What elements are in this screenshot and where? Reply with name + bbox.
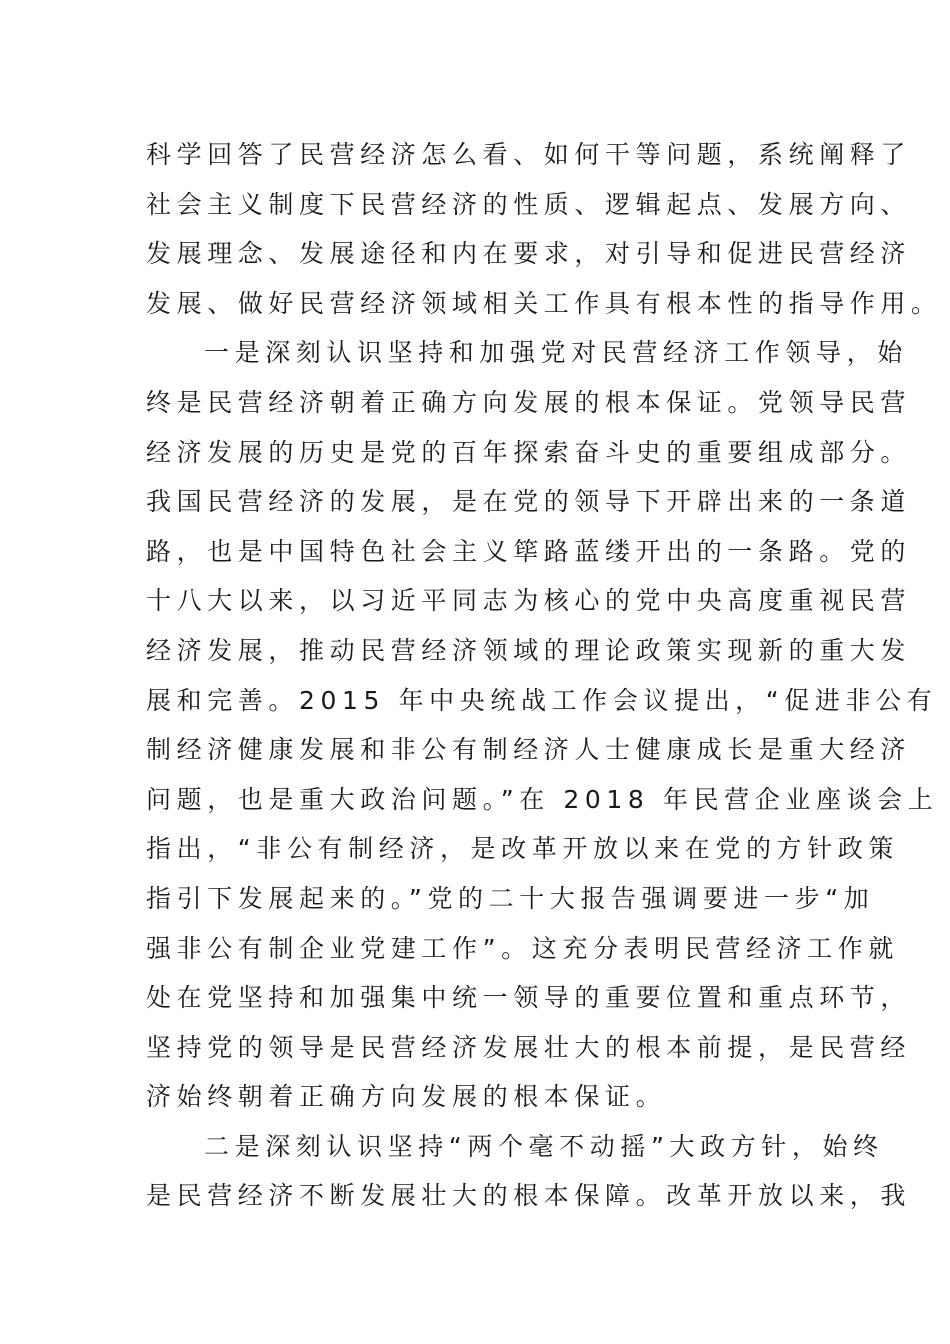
document-body xyxy=(146,130,942,1221)
text-line: 科学回答了民营经济怎么看、如何干等问题，系统阐释了 xyxy=(146,140,912,169)
text-line: 是民营经济不断发展壮大的根本保障。改革开放以来，我 xyxy=(146,1181,912,1211)
text-line: 问题，也是重大政治问题。”在 2018 年民营企业座谈会上 xyxy=(146,784,939,814)
text-line: 指引下发展起来的。”党的二十大报告强调要进一步“加 xyxy=(146,883,875,913)
text-line: 终是民营经济朝着正确方向发展的根本保证。党领导民营 xyxy=(146,387,912,417)
text-line: 坚持党的领导是民营经济发展壮大的根本前提，是民营经 xyxy=(146,1032,912,1062)
text-line: 处在党坚持和加强集中统一领导的重要位置和重点环节， xyxy=(146,983,912,1013)
text-line: 制经济健康发展和非公有制经济人士健康成长是重大经济 xyxy=(146,735,912,765)
text-line: 社会主义制度下民营经济的性质、逻辑起点、发展方向、 xyxy=(146,189,912,219)
text-line: 济始终朝着正确方向发展的根本保证。 xyxy=(146,1082,667,1112)
paragraph-first-line: 一是深刻认识坚持和加强党对民营经济工作领导，始 xyxy=(204,338,908,368)
paragraph-first-line: 二是深刻认识坚持“两个毫不动摇”大政方针，始终 xyxy=(204,1131,884,1161)
text-line: 经济发展，推动民营经济领域的理论政策实现新的重大发 xyxy=(146,635,912,665)
text-line: 展和完善。2015 年中央统战工作会议提出，“促进非公有 xyxy=(146,685,938,715)
text-line: 发展理念、发展途径和内在要求，对引导和促进民营经济 xyxy=(146,239,912,269)
text-line: 指出，“非公有制经济，是改革开放以来在党的方针政策 xyxy=(146,834,899,864)
text-line: 我国民营经济的发展，是在党的领导下开辟出来的一条道 xyxy=(146,487,912,517)
text-line: 强非公有制企业党建工作”。这充分表明民营经济工作就 xyxy=(146,933,899,963)
text-line: 发展、做好民营经济领域相关工作具有根本性的指导作用。 xyxy=(146,288,942,318)
text-line: 十八大以来，以习近平同志为核心的党中央高度重视民营 xyxy=(146,586,912,616)
text-line: 路，也是中国特色社会主义筚路蓝缕开出的一条路。党的 xyxy=(146,536,912,566)
text-line: 经济发展的历史是党的百年探索奋斗史的重要组成部分。 xyxy=(146,437,912,467)
